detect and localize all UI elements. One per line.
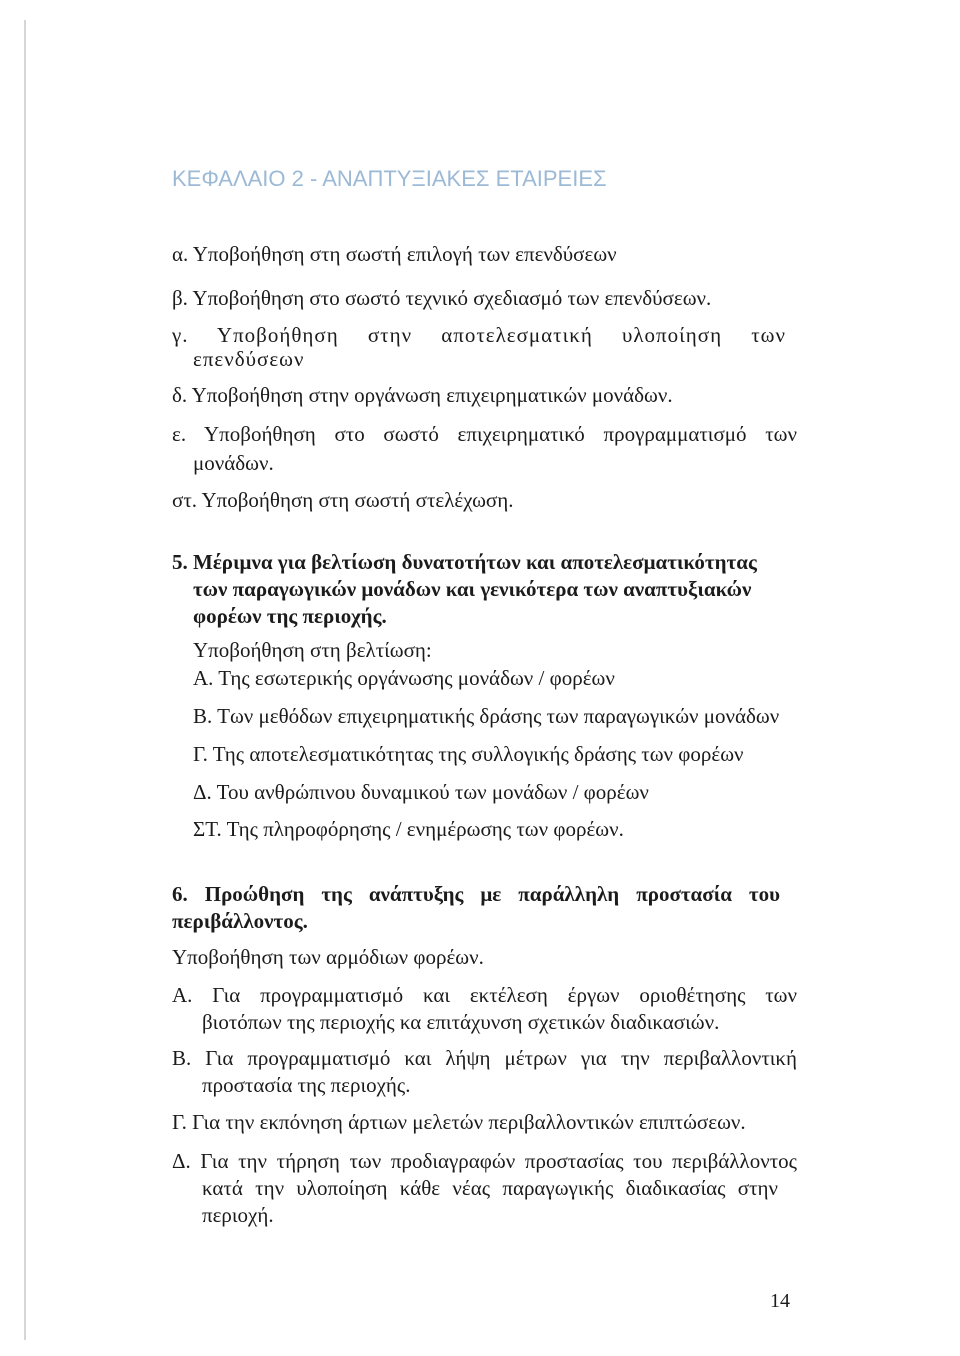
list-item-e-line2: μονάδων. (193, 451, 274, 475)
section5-heading-line2: των παραγωγικών μονάδων και γενικότερα των αναπτυξιακών (193, 577, 752, 601)
list-item-g-line1: γ. Υποβοήθηση στην αποτελεσματική υλοποίηση των (172, 323, 786, 347)
section5-heading-line1: 5. Μέριμνα για βελτίωση δυνατοτήτων και αποτελεσματικότητας (172, 550, 757, 574)
section6-item-b-line1: Β. Για προγραμματισμό και λήψη μέτρων για την περιβαλλοντική (172, 1046, 797, 1070)
section6-intro: Υποβοήθηση των αρμόδιων φορέων. (172, 945, 484, 969)
section5-item-d: Δ. Του ανθρώπινου δυναμικού των μονάδων / φορέων (193, 780, 649, 804)
section6-item-a-line2: βιοτόπων της περιοχής κα επιτάχυνση σχετικών διαδικασιών. (202, 1010, 720, 1034)
section6-item-b-line2: προστασία της περιοχής. (202, 1073, 411, 1097)
section6-heading-line2: περιβάλλοντος. (172, 909, 308, 933)
list-item-b: β. Υποβοήθηση στο σωστό τεχνικό σχεδιασμό των επενδύσεων. (172, 286, 712, 310)
section5-item-st: ΣΤ. Της πληροφόρησης / ενημέρωσης των φορέων. (193, 817, 624, 841)
chapter-header: ΚΕΦΑΛΑΙΟ 2 - ΑΝΑΠΤΥΞΙΑΚΕΣ ΕΤΑΙΡΕΙΕΣ (172, 166, 607, 191)
scan-edge-line (24, 20, 26, 1340)
section6-heading-line1: 6. Προώθηση της ανάπτυξης με παράλληλη προστασία του (172, 882, 780, 906)
section5-heading-line3: φορέων της περιοχής. (193, 604, 387, 628)
section6-item-g: Γ. Για την εκπόνηση άρτιων μελετών περιβαλλοντικών επιπτώσεων. (172, 1110, 746, 1134)
section6-item-d-line3: περιοχή. (202, 1203, 274, 1227)
list-item-e-line1: ε. Υποβοήθηση στο σωστό επιχειρηματικό προγραμματισμό των (172, 422, 797, 446)
section5-item-b: Β. Των μεθόδων επιχειρηματικής δράσης των παραγωγικών μονάδων (193, 704, 780, 728)
section6-item-d-line2: κατά την υλοποίηση κάθε νέας παραγωγικής διαδικασίας στην (202, 1176, 778, 1200)
section6-item-a-line1: Α. Για προγραμματισμό και εκτέλεση έργων οριοθέτησης των (172, 983, 797, 1007)
section5-item-g: Γ. Της αποτελεσματικότητας της συλλογικής δράσης των φορέων (193, 742, 744, 766)
list-item-d: δ. Υποβοήθηση στην οργάνωση επιχειρηματικών μονάδων. (172, 383, 673, 407)
list-item-a: α. Υποβοήθηση στη σωστή επιλογή των επενδύσεων (172, 242, 617, 266)
section5-item-a: Α. Της εσωτερικής οργάνωσης μονάδων / φορέων (193, 666, 615, 690)
section6-item-d-line1: Δ. Για την τήρηση των προδιαγραφών προστασίας του περιβάλλοντος (172, 1149, 797, 1173)
page-number: 14 (770, 1290, 790, 1312)
list-item-g-line2: επενδύσεων (193, 347, 305, 371)
list-item-st: στ. Υποβοήθηση στη σωστή στελέχωση. (172, 488, 514, 512)
section5-intro: Υποβοήθηση στη βελτίωση: (193, 638, 432, 662)
